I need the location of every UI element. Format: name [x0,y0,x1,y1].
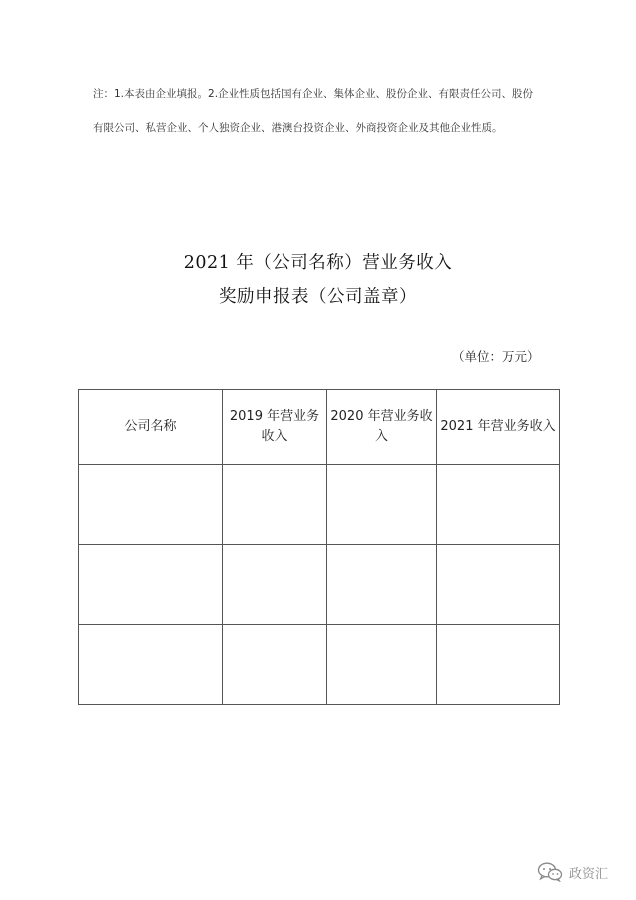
watermark-text: 政资汇 [569,866,609,882]
cell-revenue-2019[interactable] [223,545,327,625]
cell-revenue-2019[interactable] [223,465,327,545]
cell-company-name[interactable] [79,545,223,625]
wechat-icon [537,862,563,882]
cell-revenue-2021[interactable] [437,465,560,545]
cell-revenue-2020[interactable] [327,545,437,625]
note-line-1: 注：1.本表由企业填报。2.企业性质包括国有企业、集体企业、股份企业、有限责任公司、股份 [93,88,534,100]
header-revenue-2021: 2021 年营业务收入 [437,390,560,465]
header-company-name: 公司名称 [79,390,223,465]
cell-revenue-2020[interactable] [327,465,437,545]
note-line-2: 有限公司、私营企业、个人独资企业、港澳台投资企业、外商投资企业及其他企业性质。 [93,122,503,134]
table-row [79,545,560,625]
watermark [537,862,608,882]
table-row [79,625,560,705]
table-header-row [79,390,560,465]
unit-label: （单位：万元） [452,349,540,364]
header-revenue-2019: 2019 年营业务收入 [223,390,327,465]
cell-company-name[interactable] [79,625,223,705]
application-table [78,389,560,705]
form-title-line-2: 奖励申报表（公司盖章） [219,287,417,307]
form-title-line-1: 2021 年（公司名称）营业务收入 [183,253,453,273]
cell-revenue-2020[interactable] [327,625,437,705]
cell-revenue-2019[interactable] [223,625,327,705]
header-revenue-2020: 2020 年营业务收入 [327,390,437,465]
cell-revenue-2021[interactable] [437,625,560,705]
table-row [79,465,560,545]
cell-company-name[interactable] [79,465,223,545]
cell-revenue-2021[interactable] [437,545,560,625]
